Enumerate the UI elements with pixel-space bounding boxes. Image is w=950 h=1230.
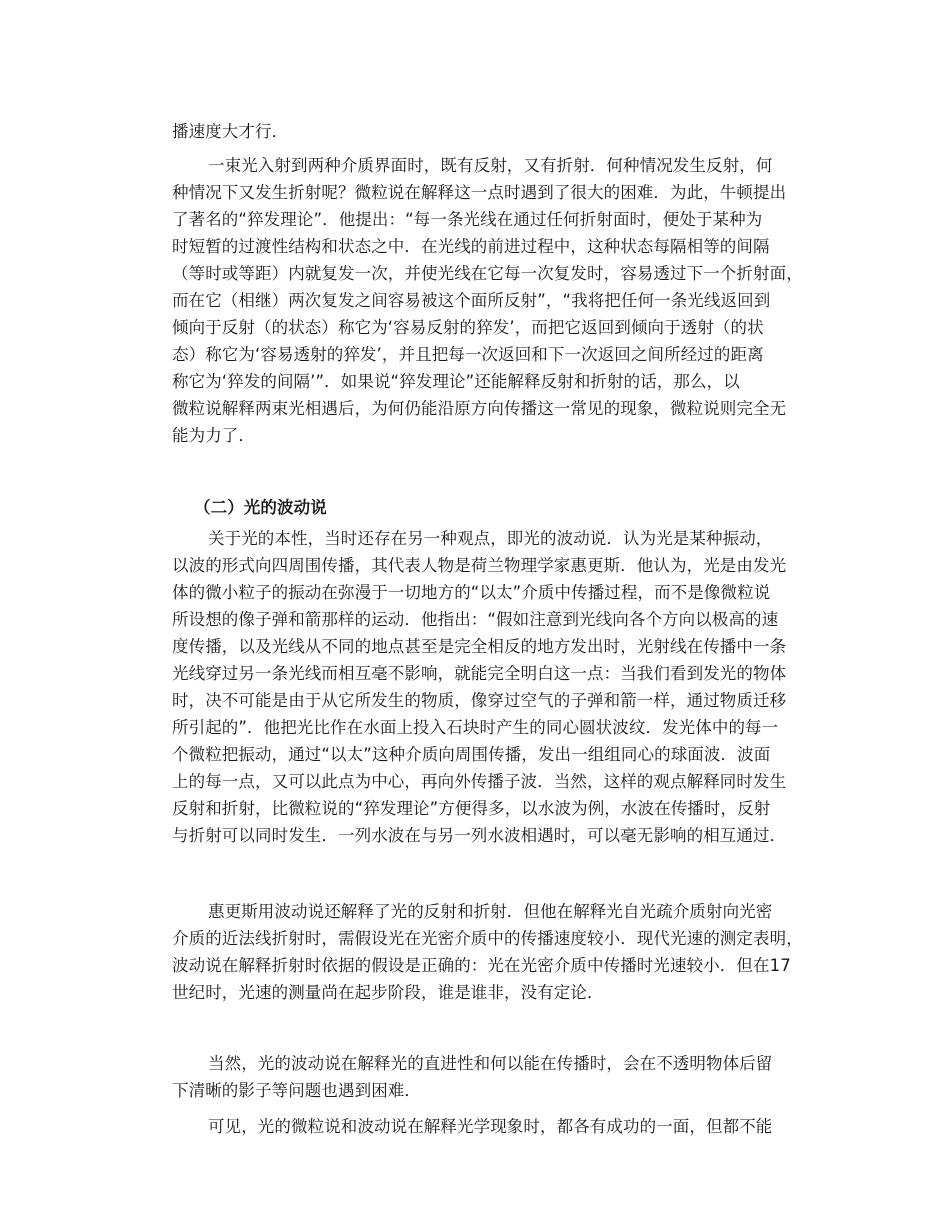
text-line: 上的每一点，又可以此点为中心，再向外传播子波．当然，这样的观点解释同时发生	[172, 772, 787, 791]
paragraph-fits-theory	[172, 152, 803, 449]
text-line: 与折射可以同时发生．一列水波在与另一列水波相遇时，可以毫无影响的相互通过．	[172, 826, 787, 845]
paragraph-wave-difficulty	[172, 1050, 780, 1104]
text-line: 微粒说解释两束光相遇后，为何仍能沿原方向传播这一常见的现象，微粒说则完全无	[172, 399, 787, 418]
text-line: 而在它（相继）两次复发之间容易被这个面所反射”，“我将把任何一条光线返回到	[172, 291, 771, 310]
text-line: 波动说在解释折射时依据的假设是正确的：光在光密介质中传播时光速较小．但在17	[172, 956, 791, 975]
text-line: 一束光入射到两种介质界面时，既有反射，又有折射．何种情况发生反射，何	[208, 156, 773, 175]
text-line: 以波的形式向四周围传播，其代表人物是荷兰物理学家惠更斯．他认为，光是由发光	[172, 556, 787, 575]
text-line: 时，决不可能是由于从它所发生的物质，像穿过空气的子弹和箭一样，通过物质迁移	[172, 691, 787, 710]
section-heading: （二）光的波动说	[194, 498, 327, 517]
text-line: 时短暂的过渡性结构和状态之中．在光线的前进过程中，这种状态每隔相等的间隔	[172, 237, 770, 256]
text-line: （等时或等距）内就复发一次，并使光线在它每一次复发时，容易透过下一个折射面，	[172, 264, 803, 283]
text-line: 所设想的像子弹和箭那样的运动．他指出：“假如注意到光线向各个方向以极高的速	[172, 610, 779, 629]
text-line: 惠更斯用波动说还解释了光的反射和折射．但他在解释光自光疏介质射向光密	[208, 902, 773, 921]
text-line: 当然，光的波动说在解释光的直进性和何以能在传播时，会在不透明物体后留	[208, 1054, 773, 1073]
text-line: 能为力了．	[172, 426, 255, 445]
text-line: 世纪时，光速的测量尚在起步阶段，谁是谁非，没有定论．	[172, 983, 604, 1002]
paragraph-huygens-refraction	[172, 898, 803, 1006]
text-line: 介质的近法线折射时，需假设光在光密介质中的传播速度较小．现代光速的测定表明，	[172, 929, 803, 948]
paragraph-continuation	[172, 118, 780, 145]
text-line: 态）称它为‘容易透射的猝发’，并且把每一次返回和下一次返回之间所经过的距离	[172, 345, 764, 364]
text-line: 反射和折射，比微粒说的“猝发理论”方便得多，以水波为例，水波在传播时，反射	[172, 799, 771, 818]
paragraph-conclusion	[172, 1113, 780, 1140]
text-line: 度传播，以及光线从不同的地点甚至是完全相反的地方发出时，光射线在传播中一条	[172, 637, 787, 656]
text-line: 可见，光的微粒说和波动说在解释光学现象时，都各有成功的一面，但都不能	[208, 1117, 773, 1136]
text-line: 光线穿过另一条光线而相互毫不影响，就能完全明白这一点：当我们看到发光的物体	[172, 664, 787, 683]
text-line: 播速度大才行．	[172, 122, 289, 141]
text-line: 下清晰的影子等问题也遇到困难．	[172, 1081, 421, 1100]
section-heading-wave-theory	[172, 494, 780, 521]
text-line: 倾向于反射（的状态）称它为‘容易反射的猝发’，而把它返回到倾向于透射（的状	[172, 318, 764, 337]
text-line: 称它为‘猝发的间隔’”．如果说“猝发理论”还能解释反射和折射的话，那么，以	[172, 372, 740, 391]
text-line: 了著名的“猝发理论”．他提出：“每一条光线在通过任何折射面时，便处于某种为	[172, 210, 763, 229]
text-line: 个微粒把振动，通过“以太”这种介质向周围传播，发出一组组同心的球面波．波面	[172, 745, 771, 764]
paragraph-wave-theory	[172, 525, 787, 849]
text-line: 体的微小粒子的振动在弥漫于一切地方的“以太”介质中传播过程，而不是像微粒说	[172, 583, 771, 602]
text-line: 关于光的本性，当时还存在另一种观点，即光的波动说．认为光是某种振动，	[208, 529, 773, 548]
text-line: 所引起的”．他把光比作在水面上投入石块时产生的同心圆状波纹．发光体中的每一	[172, 718, 779, 737]
text-line: 种情况下又发生折射呢？微粒说在解释这一点时遇到了很大的困难．为此，牛顿提出	[172, 183, 787, 202]
